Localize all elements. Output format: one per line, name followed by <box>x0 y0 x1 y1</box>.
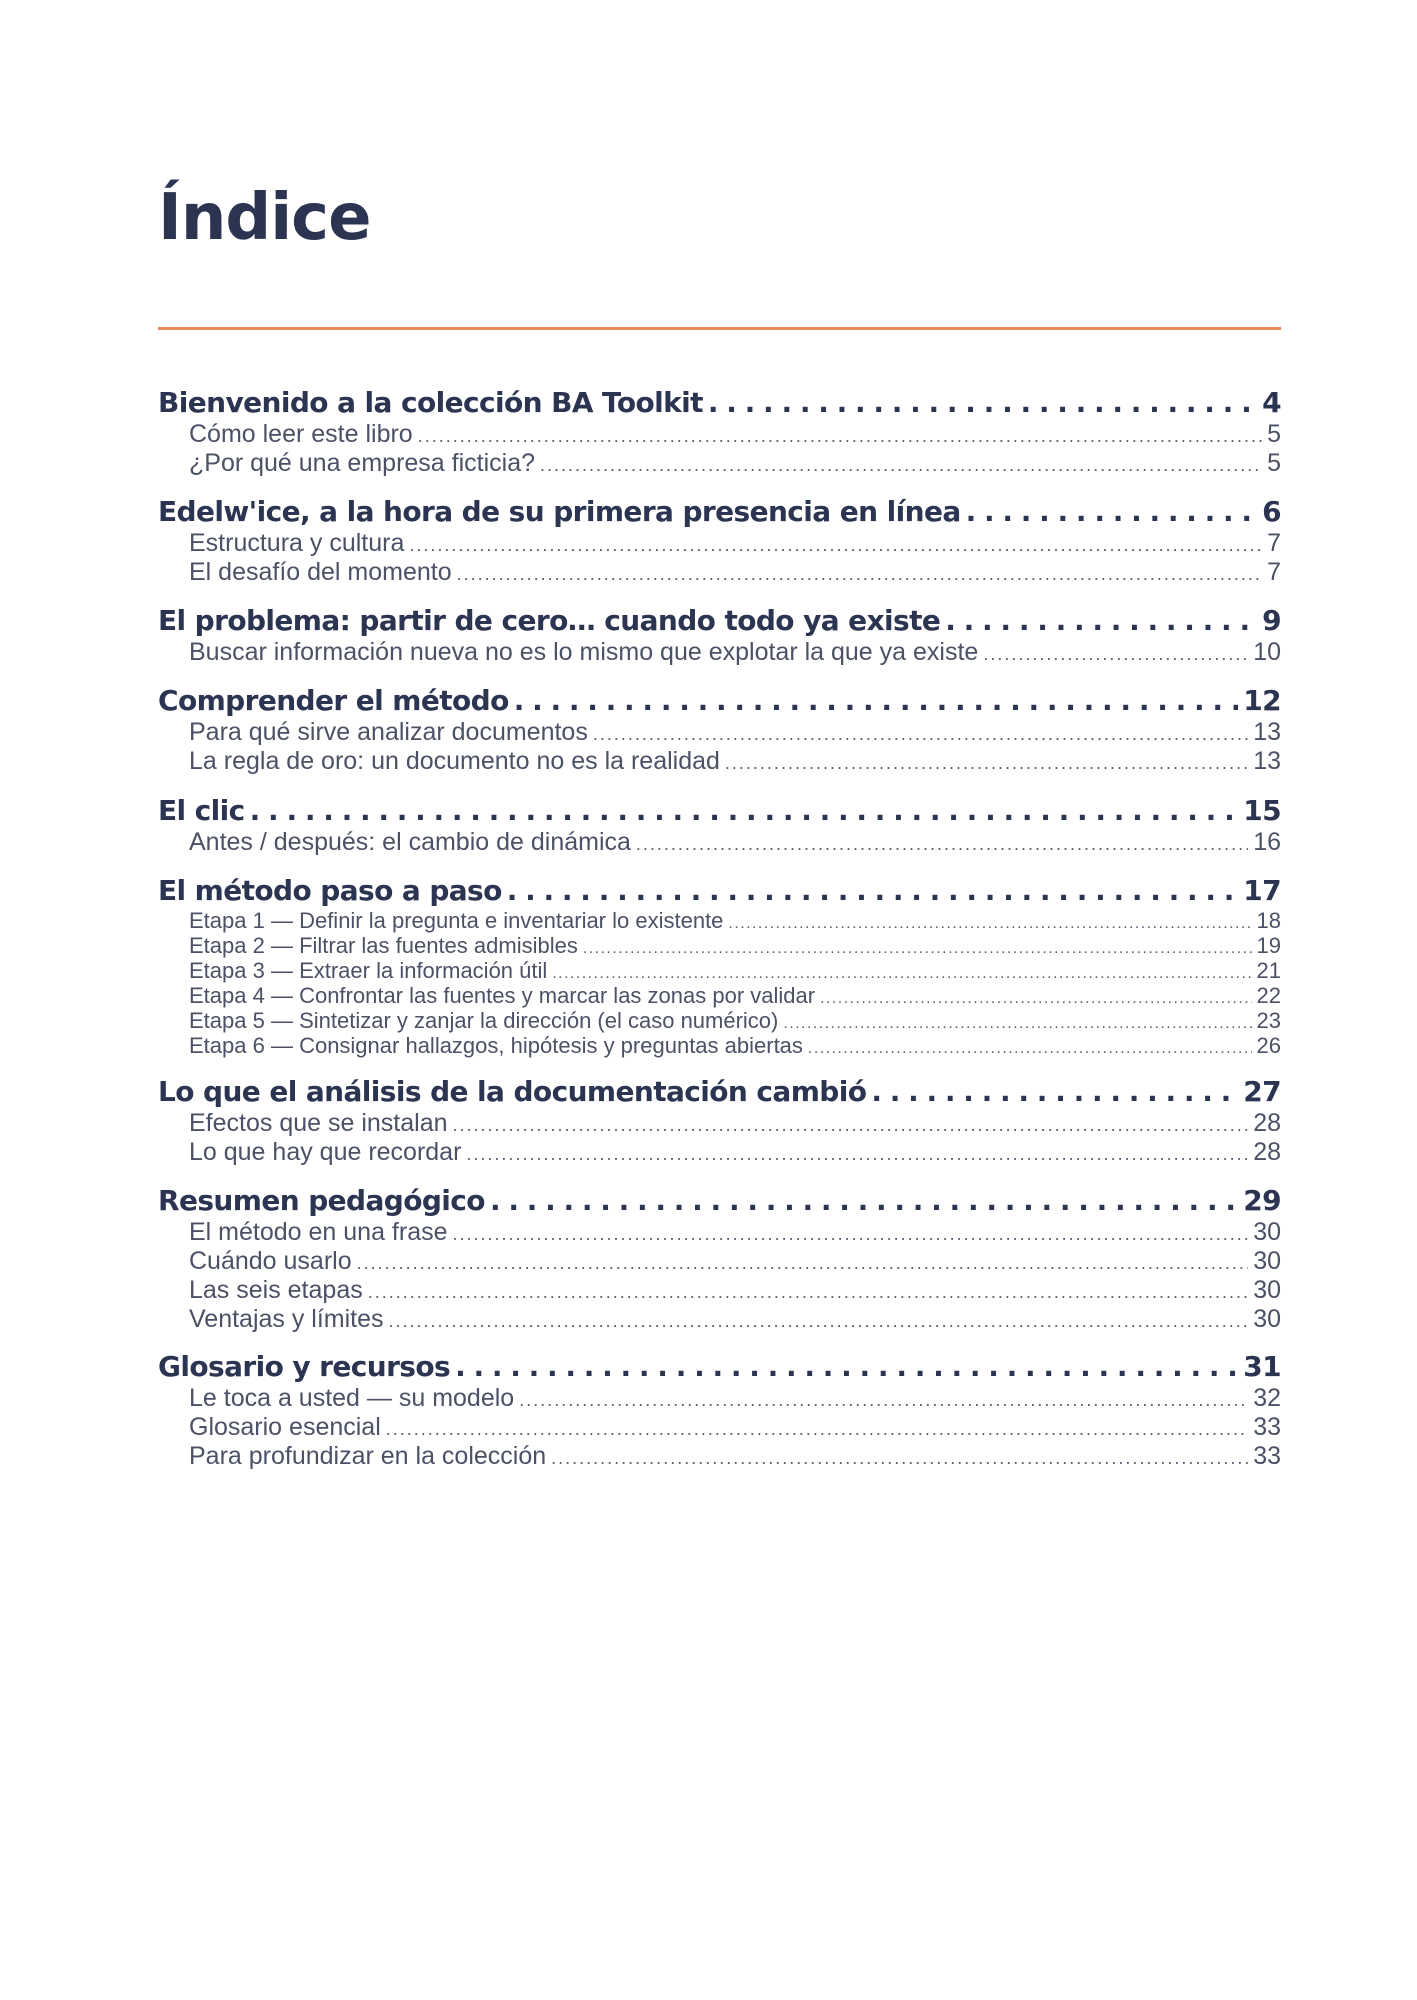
chapter-title: Edelw'ice, a la hora de su primera presencia en línea <box>158 495 961 528</box>
page-number: 12 <box>1243 684 1281 717</box>
section-title: Glosario esencial <box>189 1413 381 1441</box>
page-number: 5 <box>1267 449 1281 477</box>
dot-leader <box>368 1276 1248 1307</box>
page-number: 30 <box>1253 1305 1281 1333</box>
dot-leader <box>636 828 1248 859</box>
section-title: El método en una frase <box>189 1218 448 1246</box>
dot-leader <box>453 1109 1249 1140</box>
dot-leader <box>552 958 1251 986</box>
toc-section-4-1[interactable] <box>189 718 1281 747</box>
section-title: Cómo leer este libro <box>189 420 413 448</box>
section-title: ¿Por qué una empresa ficticia? <box>189 449 536 477</box>
dot-leader <box>507 874 1238 908</box>
toc-step-6-2[interactable] <box>189 933 1281 958</box>
dot-leader <box>389 1305 1249 1336</box>
page-number: 28 <box>1253 1109 1281 1137</box>
chapter-title: Glosario y recursos <box>158 1350 451 1383</box>
dot-leader <box>966 495 1257 529</box>
section-title: Para profundizar en la colección <box>189 1442 547 1470</box>
page-number: 5 <box>1267 420 1281 448</box>
toc-step-6-3[interactable] <box>189 958 1281 983</box>
page-number: 30 <box>1253 1276 1281 1304</box>
toc-section-4-2[interactable] <box>189 747 1281 776</box>
toc-chapter-8[interactable] <box>158 1184 1281 1218</box>
toc-chapter-9[interactable] <box>158 1350 1281 1384</box>
page-number: 30 <box>1253 1218 1281 1246</box>
page-number: 31 <box>1243 1350 1281 1383</box>
page-number: 29 <box>1243 1184 1281 1217</box>
page-title: Índice <box>158 181 371 255</box>
chapter-title: Comprender el método <box>158 684 509 717</box>
dot-leader <box>457 558 1262 589</box>
toc-section-9-1[interactable] <box>189 1384 1281 1413</box>
toc-section-1-1[interactable] <box>189 420 1281 449</box>
page-number: 15 <box>1243 794 1281 827</box>
toc-section-8-2[interactable] <box>189 1247 1281 1276</box>
page-number: 28 <box>1253 1138 1281 1166</box>
page-number: 19 <box>1256 933 1281 958</box>
page-number: 27 <box>1243 1075 1281 1108</box>
toc-step-6-1[interactable] <box>189 908 1281 933</box>
toc-section-7-1[interactable] <box>189 1109 1281 1138</box>
toc-chapter-4[interactable] <box>158 684 1281 718</box>
dot-leader <box>808 1033 1252 1061</box>
step-title: Etapa 2 — Filtrar las fuentes admisibles <box>189 933 578 958</box>
toc-section-2-1[interactable] <box>189 529 1281 558</box>
page-number: 23 <box>1256 1008 1281 1033</box>
toc-section-8-4[interactable] <box>189 1305 1281 1334</box>
toc-section-5-1[interactable] <box>189 828 1281 857</box>
chapter-title: Lo que el análisis de la documentación cambió <box>158 1075 867 1108</box>
toc-chapter-7[interactable] <box>158 1075 1281 1109</box>
section-title: Las seis etapas <box>189 1276 363 1304</box>
toc-step-6-4[interactable] <box>189 983 1281 1008</box>
page-number: 16 <box>1253 828 1281 856</box>
section-title: Le toca a usted — su modelo <box>189 1384 515 1412</box>
dot-leader <box>708 386 1257 420</box>
dot-leader <box>519 1384 1248 1415</box>
step-title: Etapa 3 — Extraer la información útil <box>189 958 548 983</box>
toc-section-2-2[interactable] <box>189 558 1281 587</box>
section-title: El desafío del momento <box>189 558 452 586</box>
dot-leader <box>250 794 1239 828</box>
section-title: Lo que hay que recordar <box>189 1138 462 1166</box>
toc-step-6-6[interactable] <box>189 1033 1281 1058</box>
dot-leader <box>725 747 1248 778</box>
toc-chapter-3[interactable] <box>158 604 1281 638</box>
dot-leader <box>357 1247 1249 1278</box>
dot-leader <box>583 933 1252 961</box>
dot-leader <box>728 908 1251 936</box>
dot-leader <box>551 1442 1248 1473</box>
page-number: 18 <box>1256 908 1281 933</box>
section-title: Buscar información nueva no es lo mismo que explotar la que ya existe <box>189 638 979 666</box>
dot-leader <box>466 1138 1248 1169</box>
toc-section-9-2[interactable] <box>189 1413 1281 1442</box>
page-number: 32 <box>1253 1384 1281 1412</box>
dot-leader <box>418 420 1262 451</box>
dot-leader <box>514 684 1239 718</box>
page-number: 13 <box>1253 747 1281 775</box>
toc-section-9-3[interactable] <box>189 1442 1281 1471</box>
toc-section-8-3[interactable] <box>189 1276 1281 1305</box>
chapter-title: Resumen pedagógico <box>158 1184 485 1217</box>
page-number: 30 <box>1253 1247 1281 1275</box>
toc-step-6-5[interactable] <box>189 1008 1281 1033</box>
page-number: 13 <box>1253 718 1281 746</box>
dot-leader <box>945 604 1257 638</box>
page-number: 22 <box>1256 983 1281 1008</box>
toc-section-1-2[interactable] <box>189 449 1281 478</box>
toc-section-3-1[interactable] <box>189 638 1281 667</box>
dot-leader <box>455 1350 1238 1384</box>
step-title: Etapa 6 — Consignar hallazgos, hipótesis y preguntas abiertas <box>189 1033 803 1058</box>
toc-page <box>158 0 1281 2000</box>
toc-chapter-6[interactable] <box>158 874 1281 908</box>
dot-leader <box>593 718 1248 749</box>
page-number: 26 <box>1256 1033 1281 1058</box>
section-title: La regla de oro: un documento no es la realidad <box>189 747 720 775</box>
chapter-title: El clic <box>158 794 245 827</box>
toc-section-7-2[interactable] <box>189 1138 1281 1167</box>
dot-leader <box>983 638 1248 669</box>
dot-leader <box>409 529 1262 560</box>
section-title: Antes / después: el cambio de dinámica <box>189 828 631 856</box>
page-number: 10 <box>1253 638 1281 666</box>
dot-leader <box>871 1075 1238 1109</box>
step-title: Etapa 1 — Definir la pregunta e inventariar lo existente <box>189 908 724 933</box>
toc-chapter-5[interactable] <box>158 794 1281 828</box>
toc-chapter-2[interactable] <box>158 495 1281 529</box>
page-number: 33 <box>1253 1442 1281 1470</box>
chapter-title: El método paso a paso <box>158 874 502 907</box>
page-number: 7 <box>1267 529 1281 557</box>
step-title: Etapa 5 — Sintetizar y zanjar la dirección (el caso numérico) <box>189 1008 779 1033</box>
toc-section-8-1[interactable] <box>189 1218 1281 1247</box>
section-title: Para qué sirve analizar documentos <box>189 718 588 746</box>
page-number: 17 <box>1243 874 1281 907</box>
section-title: Cuándo usarlo <box>189 1247 352 1275</box>
dot-leader <box>540 449 1262 480</box>
section-title: Estructura y cultura <box>189 529 405 557</box>
chapter-title: El problema: partir de cero… cuando todo ya existe <box>158 604 941 637</box>
section-title: Ventajas y límites <box>189 1305 384 1333</box>
title-divider <box>158 327 1281 330</box>
page-number: 7 <box>1267 558 1281 586</box>
page-number: 21 <box>1256 958 1281 983</box>
dot-leader <box>490 1184 1238 1218</box>
step-title: Etapa 4 — Confrontar las fuentes y marcar las zonas por validar <box>189 983 816 1008</box>
chapter-title: Bienvenido a la colección BA Toolkit <box>158 386 703 419</box>
dot-leader <box>386 1413 1248 1444</box>
section-title: Efectos que se instalan <box>189 1109 448 1137</box>
page-number: 33 <box>1253 1413 1281 1441</box>
page-number: 6 <box>1262 495 1281 528</box>
dot-leader <box>820 983 1251 1011</box>
page-number: 4 <box>1262 386 1281 419</box>
dot-leader <box>783 1008 1251 1036</box>
dot-leader <box>453 1218 1249 1249</box>
toc-chapter-1[interactable] <box>158 386 1281 420</box>
page-number: 9 <box>1262 604 1281 637</box>
